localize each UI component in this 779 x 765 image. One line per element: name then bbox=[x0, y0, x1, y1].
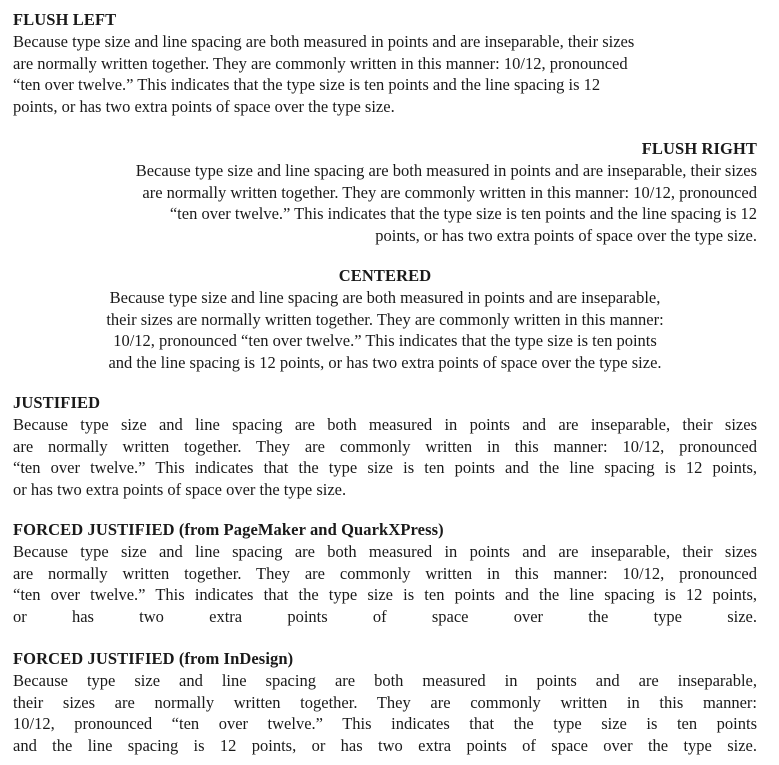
text-line: and the line spacing is 12 points, or has two extra points of space over the type size. bbox=[108, 352, 662, 372]
section-heading bbox=[13, 648, 757, 670]
text-line: are normally written together. They are commonly written in this manner: 10/12, pronounced bbox=[13, 563, 757, 583]
text-line: “ten over twelve.” This indicates that the type size is ten points and the line spacing is 12 bbox=[169, 204, 757, 223]
heading-main: FORCED JUSTIFIED bbox=[13, 649, 175, 668]
text-line: “ten over twelve.” This indicates that the type size is ten points and the line spacing is 12 bbox=[13, 75, 601, 94]
text-line: their sizes are normally written together. They are commonly written in this manner: bbox=[13, 692, 757, 712]
text-line: Because type size and line spacing are both measured in points and are inseparable, their sizes bbox=[13, 415, 757, 434]
section-heading: JUSTIFIED bbox=[13, 393, 101, 412]
text-line: points, or has two extra points of space over the type size. bbox=[13, 96, 395, 116]
section-flush-left bbox=[13, 9, 757, 117]
text-line: “ten over twelve.” This indicates that the type size is ten points and the line spacing is 12 points, bbox=[13, 585, 757, 604]
text-line: points, or has two extra points of space over the type size. bbox=[375, 225, 757, 245]
text-line: “ten over twelve.” This indicates that the type size is ten points and the line spacing is 12 points, bbox=[13, 458, 757, 477]
text-line: or has two extra points of space over the type size. bbox=[13, 606, 757, 626]
text-line: are normally written together. They are commonly written in this manner: 10/12, pronounced bbox=[13, 436, 757, 456]
text-line: are normally written together. They are commonly written in this manner: 10/12, pronounced bbox=[13, 53, 628, 73]
text-line: Because type size and line spacing are both measured in points and are inseparable, bbox=[13, 671, 757, 690]
section-heading: CENTERED bbox=[338, 266, 432, 285]
heading-sub: (from PageMaker and QuarkXPress) bbox=[178, 520, 444, 539]
text-line: and the line spacing is 12 points, or has two extra points of space over the type size. bbox=[13, 735, 757, 755]
text-line: are normally written together. They are commonly written in this manner: 10/12, pronounced bbox=[142, 182, 757, 202]
text-line: 10/12, pronounced “ten over twelve.” This indicates that the type size is ten points bbox=[113, 331, 657, 350]
section-flush-right bbox=[13, 138, 757, 246]
section-heading: FLUSH LEFT bbox=[13, 10, 117, 29]
text-line: 10/12, pronounced “ten over twelve.” This indicates that the type size is ten points bbox=[13, 714, 757, 733]
heading-main: FORCED JUSTIFIED bbox=[13, 520, 175, 539]
section-forced-justified-pagemaker bbox=[13, 519, 757, 627]
text-line: Because type size and line spacing are both measured in points and are inseparable, their sizes bbox=[13, 32, 635, 51]
heading-sub: (from InDesign) bbox=[178, 649, 294, 668]
text-line: their sizes are normally written together. They are commonly written in this manner: bbox=[106, 309, 664, 329]
text-line: Because type size and line spacing are both measured in points and are inseparable, their sizes bbox=[13, 542, 757, 561]
text-line: Because type size and line spacing are both measured in points and are inseparable, their sizes bbox=[135, 161, 757, 180]
section-justified bbox=[13, 392, 757, 500]
section-centered bbox=[13, 265, 757, 373]
section-forced-justified-indesign bbox=[13, 648, 757, 756]
text-line: Because type size and line spacing are both measured in points and are inseparable, bbox=[109, 288, 661, 307]
section-heading bbox=[13, 519, 757, 541]
text-line: or has two extra points of space over the type size. bbox=[13, 479, 347, 499]
section-heading: FLUSH RIGHT bbox=[641, 139, 757, 158]
